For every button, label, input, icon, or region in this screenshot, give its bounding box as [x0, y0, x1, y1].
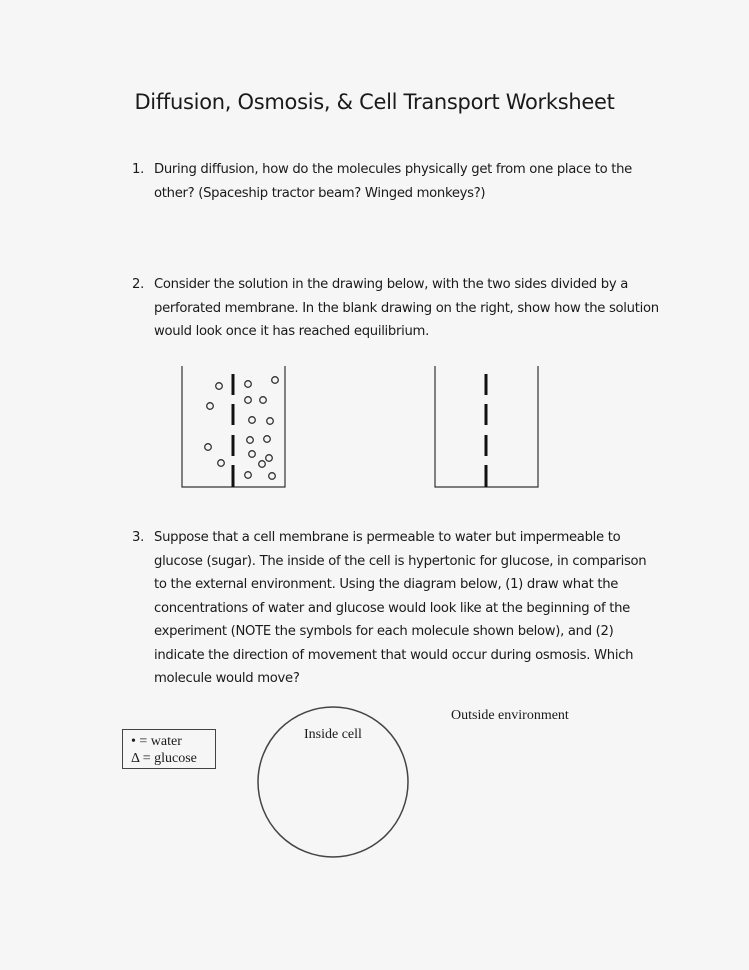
- question-line: glucose (sugar). The inside of the cell is hypertonic for glucose, in comparison: [154, 553, 647, 569]
- question-line: indicate the direction of movement that would occur during osmosis. Which: [154, 647, 634, 663]
- outside-environment-label: Outside environment: [451, 708, 569, 723]
- question-line: Consider the solution in the drawing below, with the two sides divided by a: [154, 277, 628, 292]
- question-line: perforated membrane. In the blank drawing on the right, show how the solution: [154, 300, 659, 316]
- solute-particles: [205, 377, 279, 480]
- question-line: During diffusion, how do the molecules physically get from one place to the: [154, 162, 632, 177]
- legend-water: • = water: [131, 734, 182, 749]
- legend-glucose: Δ = glucose: [131, 751, 197, 766]
- question-number: 2.: [132, 277, 144, 292]
- question-line: to the external environment. Using the diagram below, (1) draw what the: [154, 577, 619, 592]
- question-line: molecule would move?: [154, 671, 300, 686]
- question-number: 3.: [132, 530, 144, 545]
- question-line: experiment (NOTE the symbols for each molecule shown below), and (2): [154, 624, 614, 639]
- question-line: Suppose that a cell membrane is permeable to water but impermeable to: [154, 530, 621, 545]
- question-line: other? (Spaceship tractor beam? Winged monkeys?): [154, 185, 486, 201]
- beaker-equilibrium-blank: [435, 366, 538, 487]
- beaker-initial: [182, 366, 285, 487]
- question-line: would look once it has reached equilibrium.: [154, 324, 429, 339]
- inside-cell-label: Inside cell: [304, 727, 362, 742]
- question-number: 1.: [132, 162, 144, 177]
- legend-box: [122, 729, 216, 769]
- question-line: concentrations of water and glucose would look like at the beginning of the: [154, 600, 630, 616]
- worksheet-title: Diffusion, Osmosis, & Cell Transport Worksheet: [134, 90, 615, 114]
